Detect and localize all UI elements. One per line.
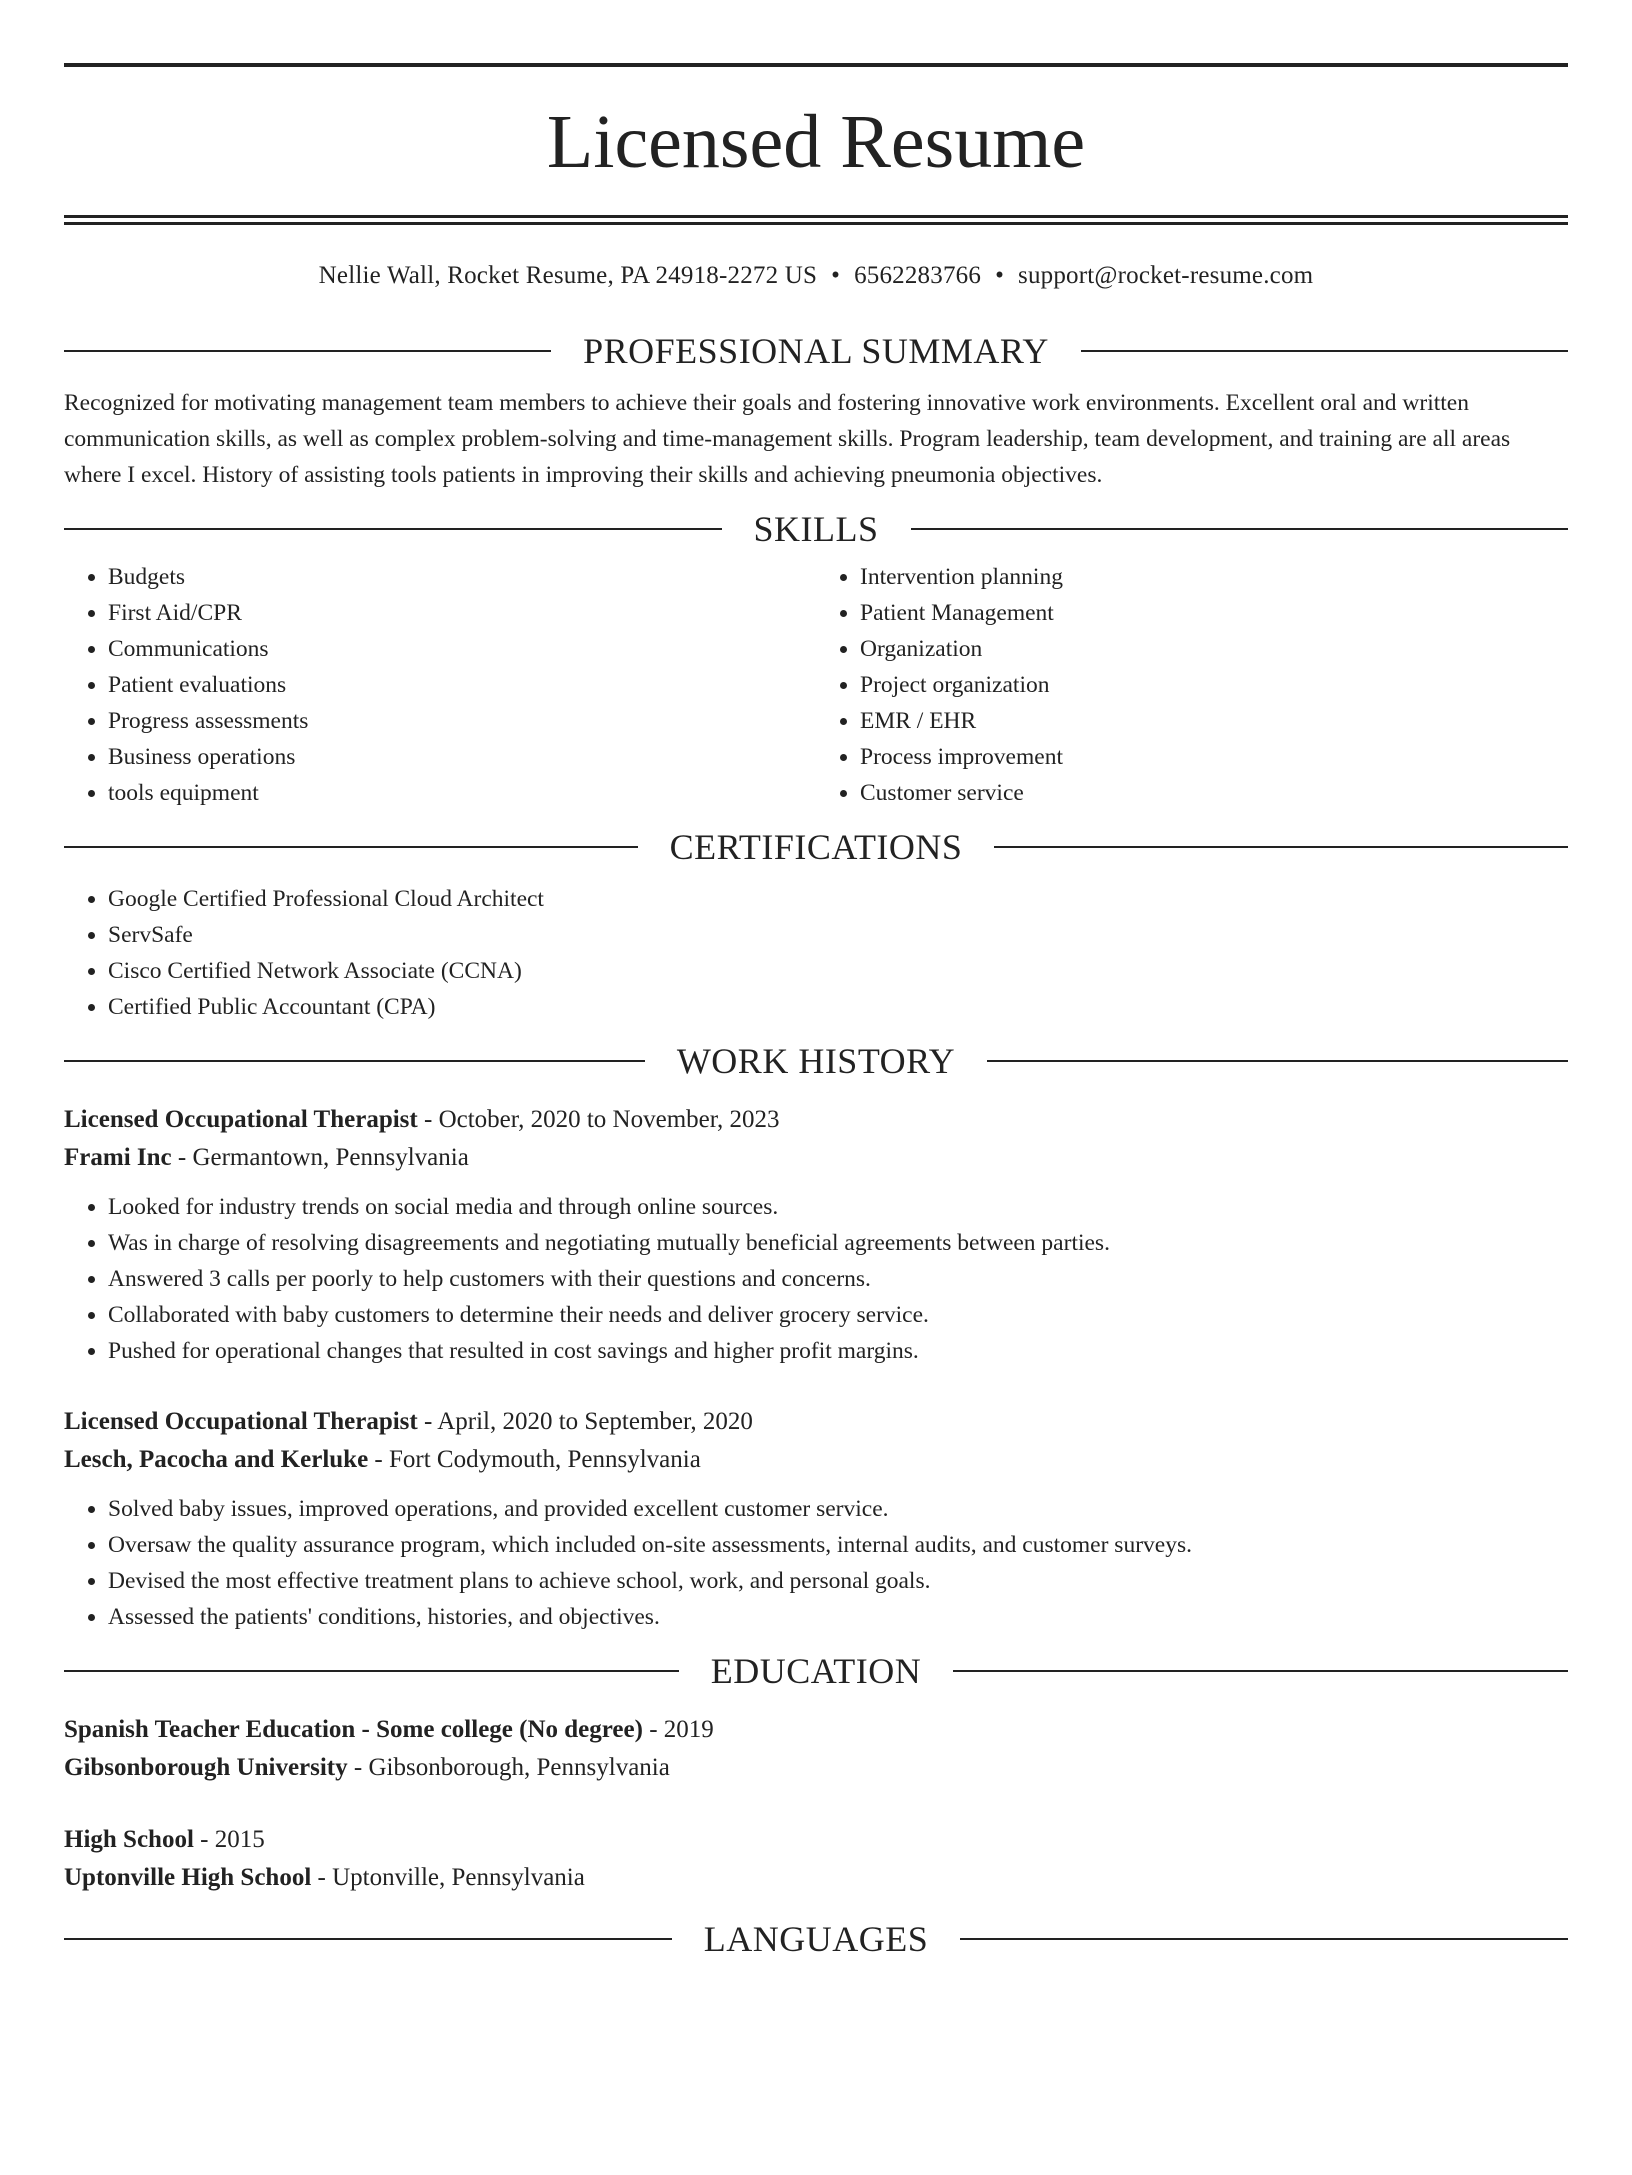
certification-item: • Google Certified Professional Cloud Architect bbox=[108, 881, 1568, 917]
skill-item: • Project organization bbox=[860, 667, 1568, 703]
contact-separator: • bbox=[831, 262, 841, 289]
job-company: Frami Inc bbox=[64, 1144, 172, 1171]
job-company-line bbox=[64, 1139, 1568, 1177]
job-dates: April, 2020 to September, 2020 bbox=[437, 1408, 753, 1435]
heading-rule-left bbox=[64, 846, 638, 848]
heading-rule-right bbox=[994, 846, 1568, 848]
education-year: 2019 bbox=[663, 1716, 714, 1743]
resume-page bbox=[0, 63, 1632, 2175]
heading-rule-right bbox=[960, 1938, 1568, 1940]
job-title: Licensed Occupational Therapist bbox=[64, 1408, 418, 1435]
contact-address: Nellie Wall, Rocket Resume, PA 24918-2272 US bbox=[318, 262, 818, 289]
languages-heading-label: LANGUAGES bbox=[703, 1919, 929, 1959]
job-entry bbox=[64, 1101, 1568, 1369]
dash: - bbox=[171, 1144, 193, 1171]
skill-item: • EMR / EHR bbox=[860, 703, 1568, 739]
education-entry bbox=[64, 1821, 1568, 1897]
skill-item: • Business operations bbox=[108, 739, 816, 775]
contact-email: support@rocket-resume.com bbox=[1018, 262, 1314, 289]
job-company: Lesch, Pacocha and Kerluke bbox=[64, 1446, 369, 1473]
job-bullet: • Was in charge of resolving disagreements and negotiating mutually beneficial agreements between parties. bbox=[108, 1225, 1568, 1261]
education-degree: Spanish Teacher Education - Some college (No degree) bbox=[64, 1716, 643, 1743]
certifications-heading-label: CERTIFICATIONS bbox=[669, 827, 963, 867]
heading-rule-right bbox=[911, 528, 1569, 530]
certification-item: • Cisco Certified Network Associate (CCNA) bbox=[108, 953, 1568, 989]
heading-rule-left bbox=[64, 1938, 672, 1940]
education-school-line bbox=[64, 1859, 1568, 1897]
skill-item: • Budgets bbox=[108, 559, 816, 595]
dash: - bbox=[417, 1106, 439, 1133]
heading-rule-left bbox=[64, 528, 722, 530]
heading-rule-left bbox=[64, 350, 551, 352]
heading-rule-right bbox=[953, 1670, 1568, 1672]
job-bullet: • Solved baby issues, improved operations, and provided excellent customer service. bbox=[108, 1491, 1568, 1527]
dash: - bbox=[193, 1826, 215, 1853]
education-entry bbox=[64, 1711, 1568, 1787]
certification-item: • ServSafe bbox=[108, 917, 1568, 953]
title-double-rule bbox=[64, 215, 1568, 225]
dash: - bbox=[368, 1446, 389, 1473]
skill-item: • Organization bbox=[860, 631, 1568, 667]
job-location: Fort Codymouth, Pennsylvania bbox=[389, 1446, 701, 1473]
job-title-line bbox=[64, 1101, 1568, 1139]
education-school: Uptonville High School bbox=[64, 1864, 312, 1891]
job-bullet: • Pushed for operational changes that resulted in cost savings and higher profit margins. bbox=[108, 1333, 1568, 1369]
education-heading-label: EDUCATION bbox=[710, 1651, 922, 1691]
job-bullet: • Answered 3 calls per poorly to help customers with their questions and concerns. bbox=[108, 1261, 1568, 1297]
heading-rule-left bbox=[64, 1670, 679, 1672]
skills-heading bbox=[64, 507, 1568, 551]
languages-heading bbox=[64, 1917, 1568, 1961]
education-year: 2015 bbox=[214, 1826, 265, 1853]
job-location: Germantown, Pennsylvania bbox=[192, 1144, 469, 1171]
heading-rule-left bbox=[64, 1060, 645, 1062]
heading-rule-right bbox=[987, 1060, 1568, 1062]
certifications-heading bbox=[64, 825, 1568, 869]
work-history-heading-label: WORK HISTORY bbox=[676, 1041, 956, 1081]
skills-column-left bbox=[64, 559, 816, 811]
education-location: Uptonville, Pennsylvania bbox=[332, 1864, 585, 1891]
education-degree-line bbox=[64, 1711, 1568, 1749]
skill-item: • Process improvement bbox=[860, 739, 1568, 775]
education-location: Gibsonborough, Pennsylvania bbox=[368, 1754, 670, 1781]
certification-item: • Certified Public Accountant (CPA) bbox=[108, 989, 1568, 1025]
top-rule bbox=[64, 63, 1568, 67]
skill-item: • Patient evaluations bbox=[108, 667, 816, 703]
job-bullet: • Devised the most effective treatment plans to achieve school, work, and personal goals. bbox=[108, 1563, 1568, 1599]
education-degree: High School bbox=[64, 1826, 194, 1853]
dash: - bbox=[311, 1864, 333, 1891]
contact-phone: 6562283766 bbox=[854, 262, 982, 289]
skill-item: • First Aid/CPR bbox=[108, 595, 816, 631]
work-history-heading bbox=[64, 1039, 1568, 1083]
contact-line bbox=[64, 261, 1568, 291]
job-bullets bbox=[64, 1491, 1568, 1635]
job-bullet: • Assessed the patients' conditions, histories, and objectives. bbox=[108, 1599, 1568, 1635]
contact-separator: • bbox=[995, 262, 1005, 289]
skill-item: • Customer service bbox=[860, 775, 1568, 811]
job-bullets bbox=[64, 1189, 1568, 1369]
skills-heading-label: SKILLS bbox=[753, 509, 879, 549]
skill-item: • Intervention planning bbox=[860, 559, 1568, 595]
job-entry bbox=[64, 1403, 1568, 1635]
heading-rule-right bbox=[1081, 350, 1568, 352]
job-bullet: • Looked for industry trends on social media and through online sources. bbox=[108, 1189, 1568, 1225]
job-bullet: • Oversaw the quality assurance program, which included on-site assessments, internal audits, and customer surveys. bbox=[108, 1527, 1568, 1563]
skill-item: • Progress assessments bbox=[108, 703, 816, 739]
skills-column-right bbox=[816, 559, 1568, 811]
education-school-line bbox=[64, 1749, 1568, 1787]
summary-heading bbox=[64, 329, 1568, 373]
job-title: Licensed Occupational Therapist bbox=[64, 1106, 418, 1133]
skill-item: • tools equipment bbox=[108, 775, 816, 811]
summary-heading-label: PROFESSIONAL SUMMARY bbox=[583, 331, 1049, 371]
dash: - bbox=[417, 1408, 438, 1435]
resume-title: Licensed Resume bbox=[546, 100, 1086, 184]
dash: - bbox=[347, 1754, 369, 1781]
certifications-list bbox=[64, 881, 1568, 1025]
skills-list bbox=[64, 559, 1568, 811]
job-bullet: • Collaborated with baby customers to determine their needs and deliver grocery service. bbox=[108, 1297, 1568, 1333]
skill-item: • Communications bbox=[108, 631, 816, 667]
job-dates: October, 2020 to November, 2023 bbox=[438, 1106, 780, 1133]
education-school: Gibsonborough University bbox=[64, 1754, 348, 1781]
education-heading bbox=[64, 1649, 1568, 1693]
summary-text: Recognized for motivating management team members to achieve their goals and fostering innovative work environments. Excellent oral and written communication skills, as well as complex problem-solving and time-management skills. Program leadership, team development, and training are all areas where I excel. History of assisting tools patients in improving their skills and achieving pneumonia objectives. bbox=[64, 390, 1511, 488]
skill-item: • Patient Management bbox=[860, 595, 1568, 631]
dash: - bbox=[642, 1716, 664, 1743]
job-title-line bbox=[64, 1403, 1568, 1441]
education-degree-line bbox=[64, 1821, 1568, 1859]
job-company-line bbox=[64, 1441, 1568, 1479]
